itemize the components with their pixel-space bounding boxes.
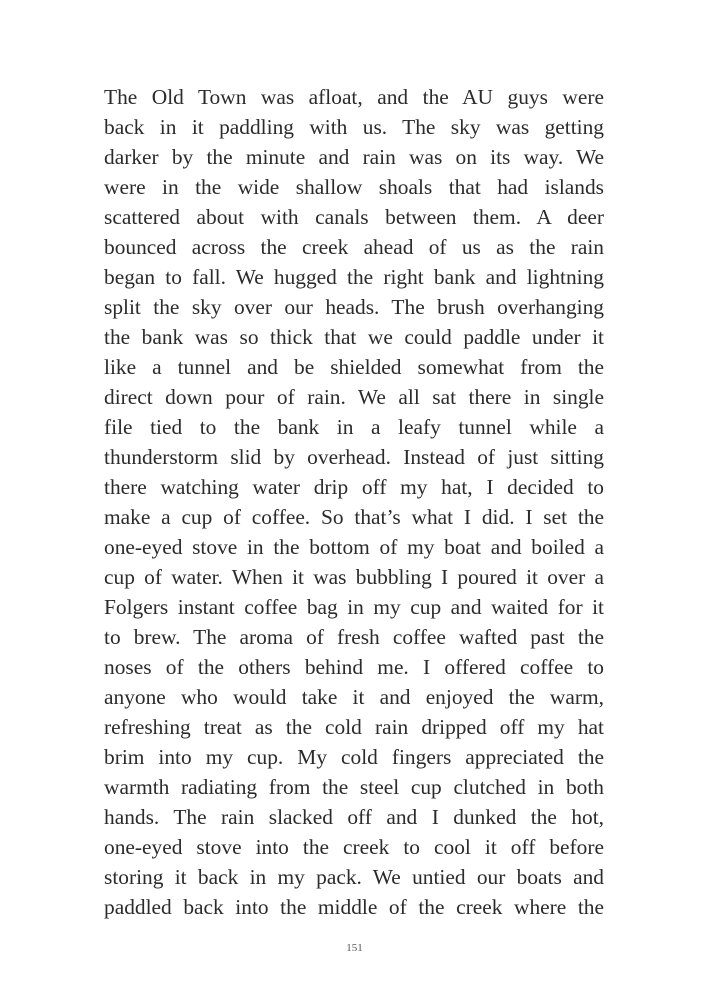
text-line: storing it back in my pack. We untied our boats and [104, 865, 604, 889]
text-line: began to fall. We hugged the right bank and lightning [104, 265, 604, 289]
text-line: file tied to the bank in a leafy tunnel while a [104, 415, 604, 439]
text-line: one-eyed stove into the creek to cool it off before [104, 835, 604, 859]
body-paragraph [104, 82, 604, 922]
text-line: back in it paddling with us. The sky was getting [104, 115, 604, 139]
text-line: anyone who would take it and enjoyed the warm, [104, 685, 604, 709]
text-line: The Old Town was afloat, and the AU guys were [104, 85, 604, 109]
text-line: scattered about with canals between them. A deer [104, 205, 604, 229]
text-line: like a tunnel and be shielded somewhat from the [104, 355, 604, 379]
text-line: refreshing treat as the cold rain dripped off my hat [104, 715, 604, 739]
text-line: brim into my cup. My cold fingers appreciated the [104, 745, 604, 769]
text-line: to brew. The aroma of fresh coffee wafted past the [104, 625, 604, 649]
text-line: one-eyed stove in the bottom of my boat and boiled a [104, 535, 604, 559]
text-line: warmth radiating from the steel cup clutched in both [104, 775, 604, 799]
text-line: direct down pour of rain. We all sat there in single [104, 385, 604, 409]
text-line: Folgers instant coffee bag in my cup and waited for it [104, 595, 604, 619]
text-line: hands. The rain slacked off and I dunked the hot, [104, 805, 604, 829]
text-line: paddled back into the middle of the creek where the [104, 895, 604, 919]
text-line: bounced across the creek ahead of us as the rain [104, 235, 604, 259]
text-line: there watching water drip off my hat, I decided to [104, 475, 604, 499]
text-line: cup of water. When it was bubbling I poured it over a [104, 565, 604, 589]
text-line: split the sky over our heads. The brush overhanging [104, 295, 604, 319]
text-line: were in the wide shallow shoals that had islands [104, 175, 604, 199]
text-line: darker by the minute and rain was on its way. We [104, 145, 604, 169]
text-line: noses of the others behind me. I offered coffee to [104, 655, 604, 679]
page-number: 151 [346, 942, 363, 954]
text-line: make a cup of coffee. So that’s what I did. I set the [104, 505, 604, 529]
text-line: the bank was so thick that we could paddle under it [104, 325, 604, 349]
text-line: thunderstorm slid by overhead. Instead of just sitting [104, 445, 604, 469]
